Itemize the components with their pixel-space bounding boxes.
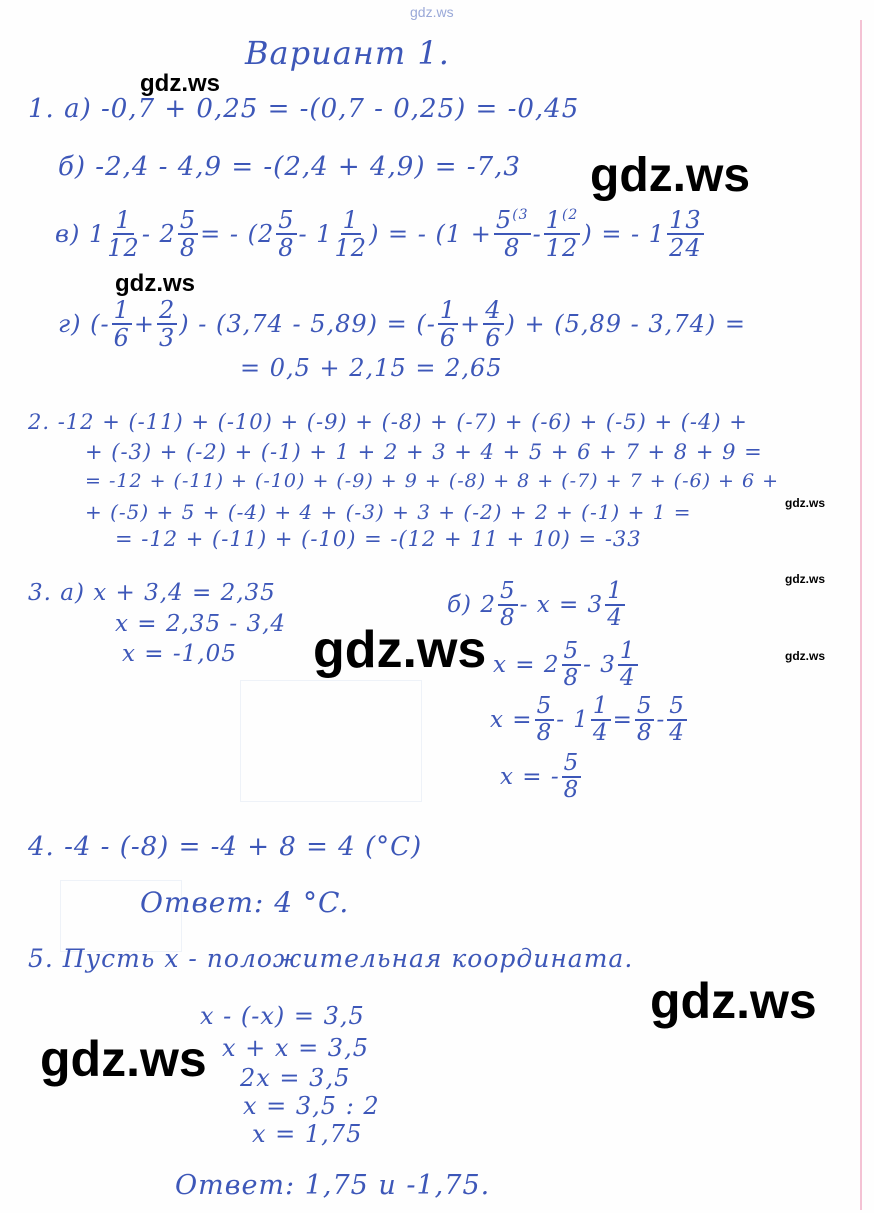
numerator: 13 xyxy=(669,206,702,234)
operator: x = 2 xyxy=(493,652,560,678)
operator: - 2 xyxy=(141,220,176,248)
denominator: 6 xyxy=(485,324,502,352)
operator: ) = - (1 + xyxy=(369,220,492,248)
fraction xyxy=(112,298,132,350)
task3-a-line: x = 2,35 - 3,4 xyxy=(115,611,287,637)
numerator: 5 xyxy=(563,750,580,776)
watermark: gdz.ws xyxy=(785,496,826,510)
numerator: 1 xyxy=(113,296,130,324)
task3-b-line xyxy=(500,752,583,802)
numerator: 1 xyxy=(115,206,132,234)
fraction xyxy=(178,208,198,260)
fraction xyxy=(591,695,611,745)
denominator: 8 xyxy=(278,234,295,262)
numerator: 5 xyxy=(636,693,653,719)
fraction xyxy=(276,208,296,260)
task2-line: = -12 + (-11) + (-10) = -(12 + 11 + 10) = -33 xyxy=(115,527,642,551)
numerator: 1 xyxy=(439,296,457,324)
denominator: 6 xyxy=(113,324,130,352)
numerator: 4 xyxy=(485,296,502,324)
watermark: gdz.ws xyxy=(313,621,487,679)
task5-line: x + x = 3,5 xyxy=(222,1034,369,1062)
task5-line: x = 3,5 : 2 xyxy=(243,1092,380,1120)
multiplier: (3 xyxy=(512,207,529,223)
numerator: 5 xyxy=(495,206,513,234)
fraction xyxy=(535,695,555,745)
fraction xyxy=(605,580,625,630)
operator: ) = - 1 xyxy=(582,220,666,248)
margin-line xyxy=(860,20,862,1210)
denominator: 12 xyxy=(334,234,368,262)
task3-b-line xyxy=(493,640,640,690)
fraction xyxy=(562,752,582,802)
task1-g-result: = 0,5 + 2,15 = 2,65 xyxy=(240,354,503,382)
denominator: 4 xyxy=(669,720,685,746)
watermark: gdz.ws xyxy=(650,973,817,1029)
task5-line: x - (-x) = 3,5 xyxy=(200,1002,365,1030)
operator: - 1 xyxy=(298,220,333,248)
fraction xyxy=(157,298,177,350)
operator: - 3 xyxy=(583,652,616,678)
watermark: gdz.ws xyxy=(40,1031,207,1087)
fraction xyxy=(438,298,458,350)
task2-line: + (-3) + (-2) + (-1) + 1 + 2 + 3 + 4 + 5 + 6 + 7 + 8 + 9 = xyxy=(85,440,763,464)
task3-a-line: x = -1,05 xyxy=(122,641,237,667)
operator: x = xyxy=(490,707,533,733)
task1-v xyxy=(55,208,706,260)
page-title: Вариант 1. xyxy=(245,34,450,72)
fraction xyxy=(483,298,503,350)
numerator: 2 xyxy=(159,296,176,324)
task2-line: 2. -12 + (-11) + (-10) + (-9) + (-8) + (-7) + (-6) + (-5) + (-4) + xyxy=(28,410,748,434)
numerator: 1 xyxy=(607,578,623,604)
task4-line: 4. -4 - (-8) = -4 + 8 = 4 (°C) xyxy=(28,832,423,862)
task3-b-line xyxy=(447,580,627,630)
numerator: 5 xyxy=(278,206,295,234)
denominator: 8 xyxy=(179,234,197,262)
watermark: gdz.ws xyxy=(115,270,196,297)
numerator: 1 xyxy=(619,638,636,664)
operator: + xyxy=(460,310,482,338)
numerator: 5 xyxy=(536,693,553,719)
fraction xyxy=(618,640,638,690)
task2-line: + (-5) + 5 + (-4) + 4 + (-3) + 3 + (-2) + 2 + (-1) + 1 = xyxy=(85,500,692,524)
numerator: 1 xyxy=(592,693,609,719)
task5-line: 2x = 3,5 xyxy=(240,1064,351,1092)
denominator: 6 xyxy=(439,324,457,352)
fraction xyxy=(667,695,687,745)
operator: - xyxy=(532,220,542,248)
denominator: 8 xyxy=(536,720,553,746)
task5-line: 5. Пусть x - положительная координата. xyxy=(28,944,634,973)
operator: + xyxy=(133,310,156,338)
fraction xyxy=(107,208,140,260)
denominator: 8 xyxy=(636,720,653,746)
task1-a: 1. а) -0,7 + 0,25 = -(0,7 - 0,25) = -0,45 xyxy=(28,94,580,124)
task2-line: = -12 + (-11) + (-10) + (-9) + 9 + (-8) + 8 + (-7) + 7 + (-6) + 6 + xyxy=(85,470,780,492)
operator: (- xyxy=(90,310,110,338)
task3-a-line: 3. а) x + 3,4 = 2,35 xyxy=(28,580,276,606)
numerator: 5 xyxy=(499,578,516,604)
watermark: gdz.ws xyxy=(140,70,221,97)
whole: 1 xyxy=(88,220,106,248)
operator: - x = 3 xyxy=(519,592,604,618)
numerator: 5 xyxy=(179,206,197,234)
multiplier: (2 xyxy=(561,207,579,223)
operator: - 1 xyxy=(556,707,589,733)
numerator: 5 xyxy=(563,638,580,664)
operator: ) - (3,74 - 5,89) = (- xyxy=(179,310,436,338)
fraction xyxy=(544,208,581,260)
label: г) xyxy=(58,310,82,338)
watermark: gdz.ws xyxy=(785,649,826,663)
fraction xyxy=(335,208,368,260)
whole: 2 xyxy=(480,592,496,618)
numerator: 1 xyxy=(545,206,562,234)
fraction xyxy=(562,640,582,690)
numerator: 5 xyxy=(669,693,685,719)
operator: = xyxy=(612,707,633,733)
watermark: gdz.ws xyxy=(785,572,826,586)
operator: ) + (5,89 - 3,74) = xyxy=(505,310,746,338)
fraction xyxy=(667,208,704,260)
denominator: 4 xyxy=(619,665,636,691)
denominator: 4 xyxy=(607,605,623,631)
task4-answer: Ответ: 4 °C. xyxy=(140,886,350,919)
fraction xyxy=(635,695,655,745)
task1-b: б) -2,4 - 4,9 = -(2,4 + 4,9) = -7,3 xyxy=(58,152,521,182)
watermark: gdz.ws xyxy=(590,149,751,202)
task5-line: x = 1,75 xyxy=(252,1120,363,1148)
denominator: 8 xyxy=(504,234,521,262)
task5-answer: Ответ: 1,75 и -1,75. xyxy=(175,1170,491,1201)
label: б) xyxy=(447,592,473,618)
denominator: 8 xyxy=(563,777,580,803)
denominator: 8 xyxy=(499,605,516,631)
fraction xyxy=(498,580,518,630)
denominator: 12 xyxy=(107,234,140,262)
numerator: 1 xyxy=(342,206,359,234)
denominator: 4 xyxy=(592,720,609,746)
task3-b-line xyxy=(490,695,689,745)
denominator: 24 xyxy=(669,234,702,262)
operator: - xyxy=(656,707,666,733)
denominator: 3 xyxy=(159,324,176,352)
denominator: 8 xyxy=(563,665,580,691)
task1-g xyxy=(58,298,746,350)
fraction xyxy=(494,208,531,260)
operator: = - (2 xyxy=(200,220,275,248)
grid-ghost xyxy=(240,680,422,802)
operator: x = - xyxy=(500,764,560,790)
watermark-top: gdz.ws xyxy=(410,4,454,20)
label: в) xyxy=(55,220,81,248)
denominator: 12 xyxy=(545,234,579,262)
